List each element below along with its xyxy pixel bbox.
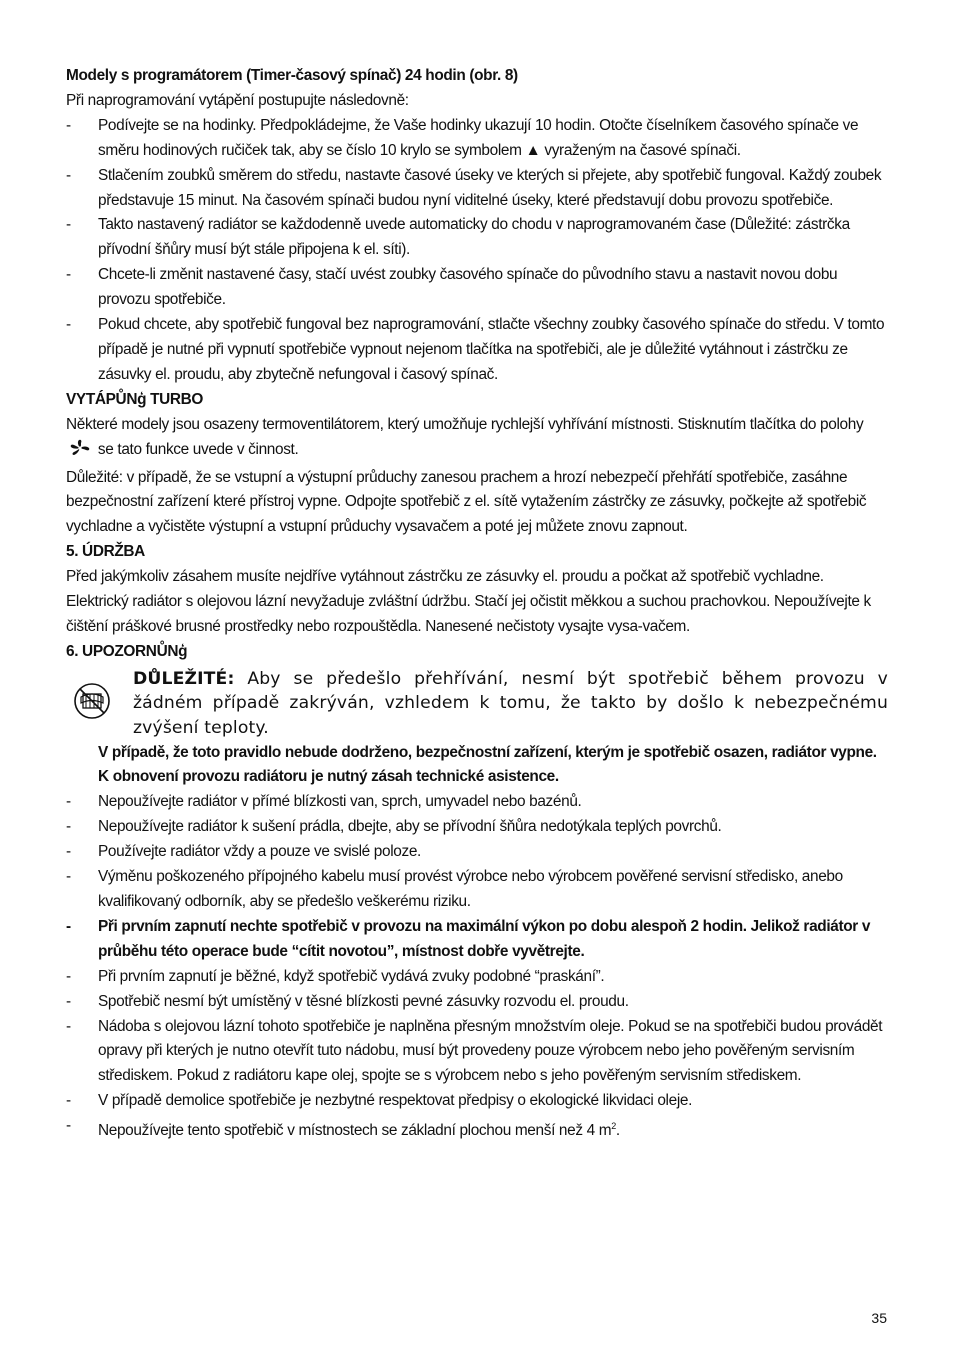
timer-bullet-5: - Pokud chcete, aby spotřebič fungoval bez naprogramování, stlačte všechny zoubky časového spínače do středu. V tomto případě je nutné při vypnutí spotřebiče vypnout nejenom tlačítka na spotřebiči, ale je důležité vytáhnout i zástrčku ze zásuvky el. proudu, aby zbytečně nefungoval i časový spínač.: [66, 313, 888, 388]
warning-item-10-text: Nepoužívejte tento spotřebič v místnostech se základní plochou menší než 4 m: [98, 1122, 612, 1140]
timer-bullet-1-text-a: Podívejte se na hodinky. Předpokládejme, že Vaše hodinky ukazují 10 hodin. Otočte číselníkem časového spínače ve směru hodinových ručiček tak, aby se číslo 10 krylo se symbolem: [98, 116, 859, 159]
warning-item-10-end: .: [615, 1122, 620, 1140]
turbo-heading: VYTÁPŮNģ TURBO: [66, 390, 204, 408]
timer-bullet-1-text-b: vyraženým na časové spínači.: [540, 141, 741, 159]
timer-bullet-4: - Chcete-li změnit nastavené časy, stačí uvést zoubky časového spínače do původního stavu a nastavit novou dobu provozu spotřebiče.: [66, 263, 888, 313]
maintenance-heading: 5. ÚDRŽBA: [66, 543, 145, 561]
warning-item-9: - V případě demolice spotřebiče je nezbytné respektovat předpisy o ekologické likvidaci oleje.: [66, 1089, 888, 1114]
triangle-symbol: ▲: [525, 141, 541, 159]
fan-icon: [69, 439, 91, 466]
page-content: [66, 64, 888, 1144]
timer-heading: Modely s programátorem (Timer-časový spínač) 24 hodin (obr. 8): [66, 67, 518, 84]
important-label: DŮLEŽITÉ:: [133, 668, 235, 689]
turbo-text-b: se tato funkce uvede v činnost.: [94, 440, 299, 458]
important-warning: [66, 667, 888, 741]
timer-bullet-1: [66, 114, 888, 164]
warning-item-8: - Nádoba s olejovou lázní tohoto spotřebiče je naplněna přesným množstvím oleje. Pokud se na spotřebiči budou provádět opravy při kterých je nutno otevřít tuto nádobu, musí být provedeny pouze výrobcem nebo jeho pověřeným servisním střediskem. Pokud z radiátoru kape olej, spojte se s výrobcem nebo s jeho pověřeným servisním střediskem.: [66, 1015, 888, 1090]
turbo-paragraph-1: [66, 413, 888, 466]
warning-item-5: - Při prvním zapnutí nechte spotřebič v provozu na maximální výkon po dobu alespoň 2 hodin. Jelikož radiátor v průběhu této operace bude “cítit novotou”, místnost dobře vyvětrejte.: [66, 915, 888, 965]
timer-bullet-2: - Stlačením zoubků směrem do středu, nastavte časové úseky ve kterých si přejete, aby spotřebič fungoval. Každý zoubek představuje 15 minut. Na časovém spínači budou nyní viditelné úseky, které představují dobu provozu spotřebiče.: [66, 164, 888, 214]
warning-item-1: - Nepoužívejte radiátor v přímé blízkosti van, sprch, umyvadel nebo bazénů.: [66, 790, 888, 815]
warning-item-3: - Používejte radiátor vždy a pouze ve svislé poloze.: [66, 840, 888, 865]
warning-item-2: - Nepoužívejte radiátor k sušení prádla, dbejte, aby se přívodní šňůra nedotýkala teplých povrchů.: [66, 815, 888, 840]
do-not-cover-icon: [72, 681, 112, 730]
warning-item-10: [66, 1114, 888, 1144]
superscript-2: 2: [611, 1121, 616, 1132]
maintenance-paragraph-2: Elektrický radiátor s olejovou lázní nevyžaduje zvláštní údržbu. Stačí jej očistit měkkou a suchou prachovkou. Nepoužívejte k čištění práškové brusné prostředky nebo rozpouštědla. Nanesené nečistoty vysajte vysa-vačem.: [66, 593, 871, 635]
turbo-text-a: Některé modely jsou osazeny termoventilátorem, který umožňuje rychlejší vyhřívání místnosti. Stisknutím tlačítka do polohy: [66, 415, 864, 433]
page-number: 35: [871, 1310, 887, 1326]
warning-bold-note: V případě, že toto pravidlo nebude dodrženo, bezpečnostní zařízení, kterým je spotřebič osazen, radiátor vypne. K obnovení provozu radiátoru je nutný zásah technické asistence.: [98, 743, 877, 786]
maintenance-paragraph-1: Před jakýmkoliv zásahem musíte nejdříve vytáhnout zástrčku ze zásuvky el. proudu a počkat až spotřebič vychladne.: [66, 568, 824, 586]
important-body: Aby se předešlo přehřívání, nesmí být spotřebič během provozu v žádném případě zakrýván, vzhledem k tomu, že takto by došlo k nebezpečnému zvýšení teploty.: [133, 668, 888, 738]
warning-item-4: - Výměnu poškozeného přípojného kabelu musí provést výrobce nebo výrobcem pověřené servisní středisko, anebo kvalifikovaný odborník, aby se předešlo veškerému riziku.: [66, 865, 888, 915]
warnings-heading: 6. UPOZORNŮNģ: [66, 642, 188, 660]
important-warning-text: [133, 667, 888, 741]
timer-bullet-3: - Takto nastavený radiátor se každodenně uvede automaticky do chodu v naprogramovaném čase (Důležité: zástrčka přívodní šňůry musí být stále připojena k el. síti).: [66, 213, 888, 263]
warning-item-6: - Při prvním zapnutí je běžné, když spotřebič vydává zvuky podobné “praskání”.: [66, 965, 888, 990]
warning-item-7: - Spotřebič nesmí být umístěný v těsné blízkosti pevné zásuvky rozvodu el. proudu.: [66, 990, 888, 1015]
timer-intro: Při naprogramování vytápění postupujte následovně:: [66, 91, 409, 109]
turbo-paragraph-2: Důležité: v případě, že se vstupní a výstupní průduchy zanesou prachem a hrozí nebezpečí přehřátí spotřebiče, zasáhne bezpečnostní zařízení které přístroj vypne. Odpojte spotřebič z el. sítě vytažením zástrčky ze zásuvky, počkejte až spotřebič vychladne a vyčistěte výstupní a vstupní průduchy vysavačem a poté jej můžete znovu zapnout.: [66, 468, 867, 536]
